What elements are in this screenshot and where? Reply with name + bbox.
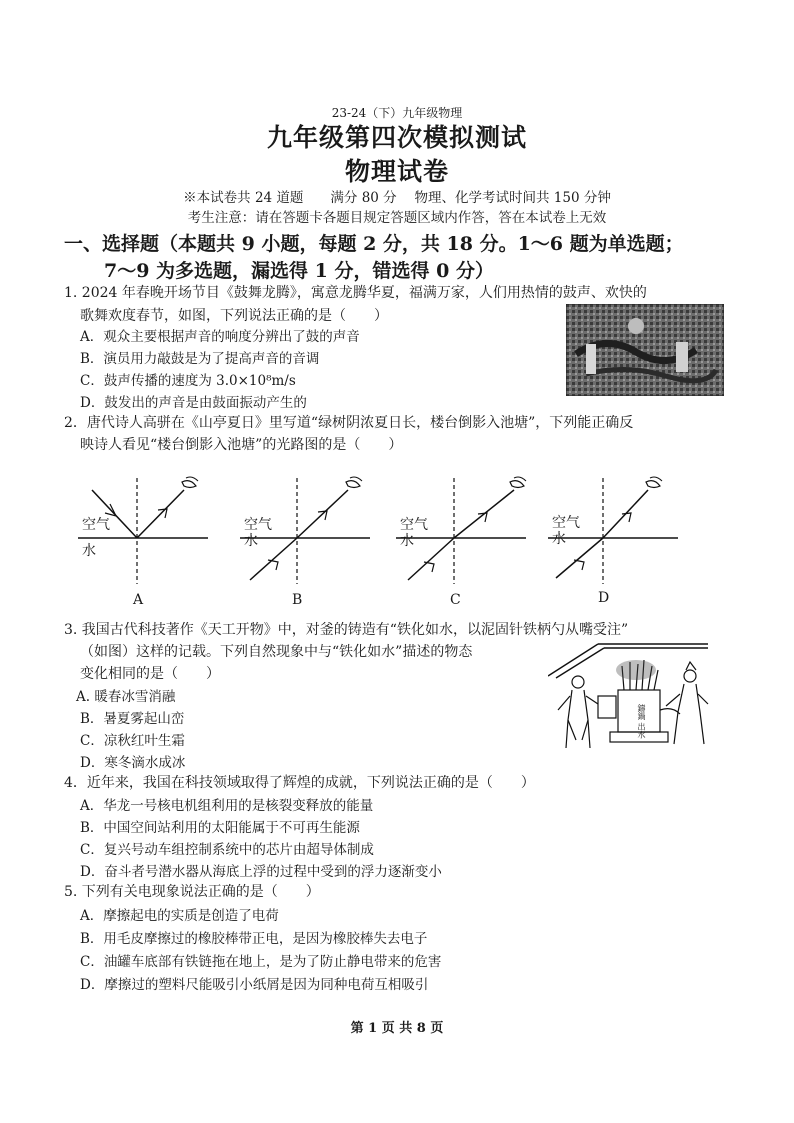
paper-title: 物理试卷 <box>344 157 449 186</box>
q1-stem-cont: 歌舞欢度春节，如图，下列说法正确的是（ ） <box>80 308 388 324</box>
diagram-d[interactable] <box>548 476 688 616</box>
q1-option-a[interactable]: A．观众主要根据声音的响度分辨出了鼓的声音 <box>80 329 360 345</box>
exam-notice: 考生注意：请在答题卡各题目规定答题区域内作答，答在本试卷上无效 <box>187 210 607 226</box>
q1-option-d[interactable]: D．鼓发出的声音是由鼓面振动产生的 <box>80 395 307 411</box>
q3-option-c[interactable]: C．凉秋红叶生霜 <box>80 733 185 749</box>
eye-icon <box>510 477 526 488</box>
q4-stem: 4．近年来，我国在科技领域取得了辉煌的成就，下列说法正确的是（ ） <box>64 775 535 791</box>
q5-option-d[interactable]: D．摩擦过的塑料尺能吸引小纸屑是因为同种电荷互相吸引 <box>80 977 429 993</box>
drum-performance-photo <box>566 304 724 396</box>
q5-option-b[interactable]: B．用毛皮摩擦过的橡胶棒带正电，是因为橡胶棒失去电子 <box>80 931 428 947</box>
q5-option-a[interactable]: A．摩擦起电的实质是创造了电荷 <box>80 908 279 924</box>
diagram-d-water-label: 水 <box>552 531 566 547</box>
q5-stem: 5. 下列有关电现象说法正确的是（ ） <box>64 884 320 900</box>
q3-stem: 3. 我国古代科技著作《天工开物》中，对釜的铸造有“铁化如水，以泥固针铁柄勺从嘴受注” <box>64 622 629 638</box>
section-heading-cont: 7～9 为多选题，漏选得 1 分，错选得 0 分） <box>104 260 494 282</box>
q1-option-c[interactable]: C．鼓声传播的速度为 3.0×10⁸m/s <box>80 373 296 389</box>
q1-stem: 1. 2024 年春晚开场节目《鼓舞龙腾》，寓意龙腾华夏，福满万家，人们用热情的鼓声、欢快的 <box>64 285 647 301</box>
furnace-label: 鑄鍋 出水 <box>637 704 646 739</box>
diagram-b-letter: B <box>292 592 303 608</box>
eye-icon <box>346 477 362 488</box>
q1-option-b[interactable]: B．演员用力敲鼓是为了提高声音的音调 <box>80 351 320 367</box>
diagram-a-air-label: 空气 <box>82 517 110 533</box>
q3-option-d[interactable]: D．寒冬滴水成冰 <box>80 755 186 771</box>
q3-option-a[interactable]: A. 暖春冰雪消融 <box>76 689 176 705</box>
diagram-a-water-label: 水 <box>82 543 96 559</box>
q4-option-a[interactable]: A．华龙一号核电机组利用的是核裂变释放的能量 <box>80 798 374 814</box>
q4-option-d[interactable]: D．奋斗者号潜水器从海底上浮的过程中受到的浮力逐渐变小 <box>80 864 442 880</box>
q5-option-c[interactable]: C．油罐车底部有铁链拖在地上，是为了防止静电带来的危害 <box>80 954 442 970</box>
diagram-c[interactable] <box>396 476 536 616</box>
q4-option-c[interactable]: C．复兴号动车组控制系统中的芯片由超导体制成 <box>80 842 374 858</box>
diagram-c-water-label: 水 <box>400 533 414 549</box>
q2-stem-cont: 映诗人看见“楼台倒影入池塘”的光路图的是（ ） <box>80 437 403 453</box>
diagram-b-air-label: 空气 <box>244 517 272 533</box>
q3-option-b[interactable]: B．暑夏雾起山峦 <box>80 711 185 727</box>
diagram-d-letter: D <box>598 590 610 606</box>
diagram-a-letter: A <box>133 592 144 608</box>
casting-illustration <box>548 640 718 758</box>
page-number: 第 1 页 共 8 页 <box>350 1021 444 1036</box>
diagram-b-water-label: 水 <box>244 533 258 549</box>
diagram-c-air-label: 空气 <box>400 517 428 533</box>
diagram-a[interactable] <box>78 476 218 616</box>
q2-stem: 2．唐代诗人高骈在《山亭夏日》里写道“绿树阴浓夏日长，楼台倒影入池塘”，下列能正确反 <box>64 415 634 431</box>
q3-stem-cont: （如图）这样的记载。下列自然现象中与“铁化如水”描述的物态 <box>80 644 473 660</box>
diagram-b[interactable] <box>240 476 380 616</box>
diagram-c-letter: C <box>450 592 461 608</box>
eye-icon <box>182 477 198 488</box>
q4-option-b[interactable]: B．中国空间站利用的太阳能属于不可再生能源 <box>80 820 360 836</box>
diagram-d-air-label: 空气 <box>552 515 580 531</box>
q3-stem-cont2: 变化相同的是（ ） <box>80 666 220 682</box>
exam-info: ※本试卷共 24 道题 满分 80 分 物理、化学考试时间共 150 分钟 <box>183 190 611 206</box>
exam-subtitle: 23-24（下）九年级物理 <box>331 106 463 120</box>
exam-title: 九年级第四次模拟测试 <box>266 123 527 152</box>
eye-icon <box>646 477 662 488</box>
section-heading: 一、选择题（本题共 9 小题，每题 2 分，共 18 分。1～6 题为单选题； <box>64 233 684 255</box>
